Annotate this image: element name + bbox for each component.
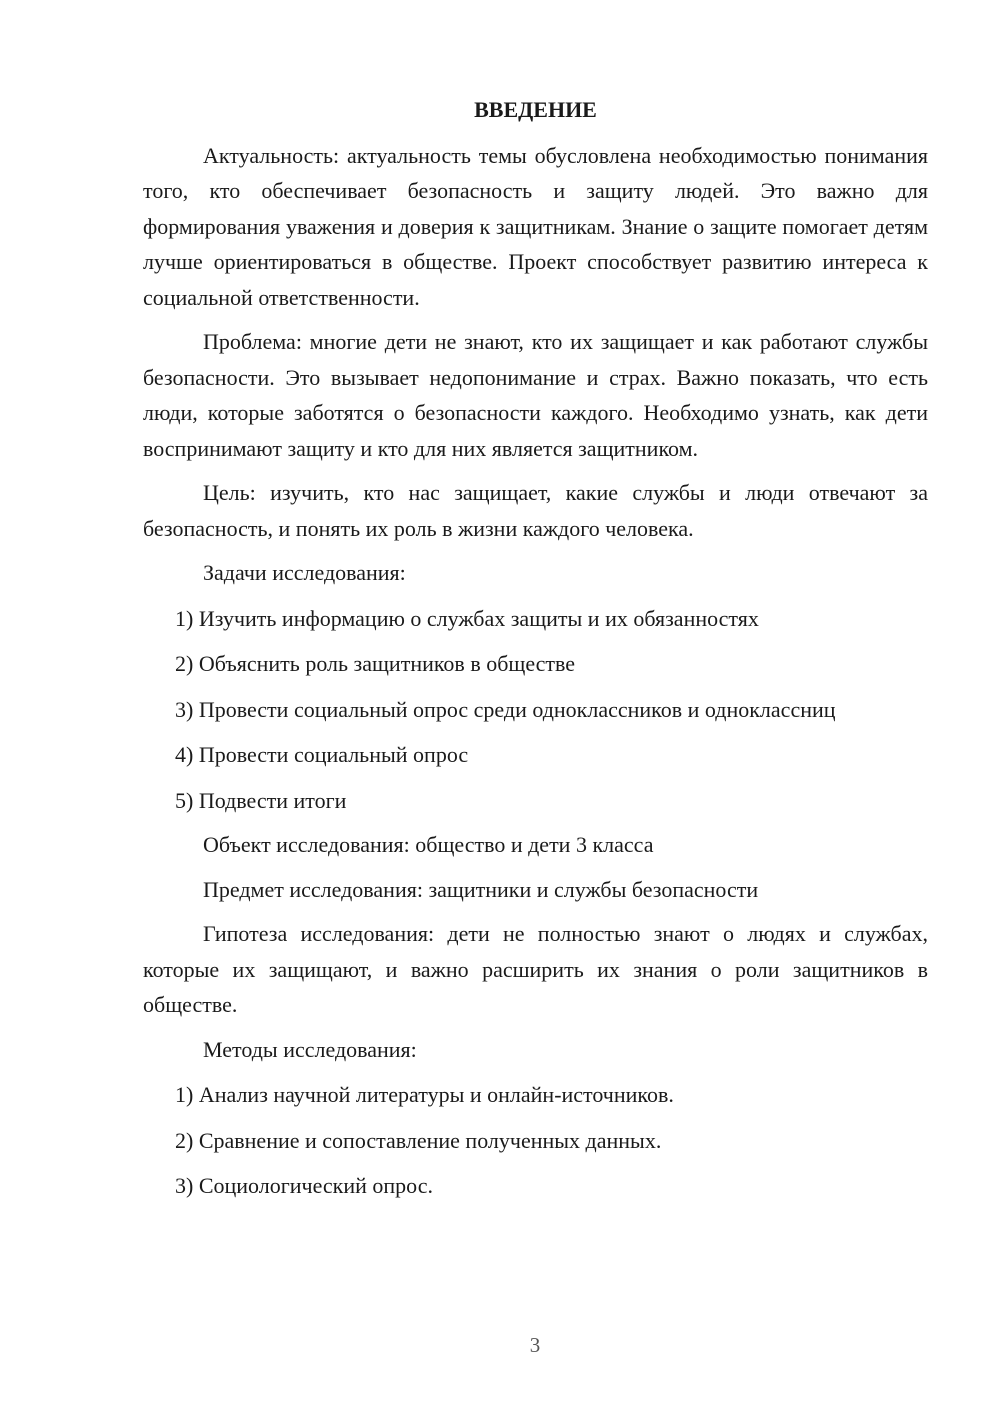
task-item-5: 5) Подвести итоги	[175, 787, 347, 813]
tasks-title: Задачи исследования:	[203, 560, 406, 585]
task-item-4: 4) Провести социальный опрос	[175, 742, 469, 767]
problem-paragraph: Проблема: многие дети не знают, кто их защищает и как работают службы безопасности. Это вызывает недопонимание и страх. Важно показать, что есть люди, которые заботятся о безопасности каждого. Необходимо узнать, как дети воспринимают защиту и кто для них является защитником.	[143, 329, 928, 461]
page-number: 3	[529, 1333, 541, 1357]
hypothesis-paragraph: Гипотеза исследования: дети не полностью знают о людях и службах, которые их защищают, и важно расширить их знания о роли защитников в обществе.	[143, 921, 928, 1017]
goal-paragraph: Цель: изучить, кто нас защищает, какие службы и люди отвечают за безопасность, и понять их роль в жизни каждого человека.	[143, 480, 928, 541]
task-item-2: 2) Объяснить роль защитников в обществе	[175, 651, 576, 676]
method-item-2: 2) Сравнение и сопоставление полученных данных.	[175, 1127, 662, 1153]
page-title: ВВЕДЕНИЕ	[474, 97, 597, 122]
object-paragraph: Объект исследования: общество и дети 3 класса	[203, 832, 654, 857]
relevance-paragraph: Актуальность: актуальность темы обусловлена необходимостью понимания того, кто обеспечивает безопасность и защиту людей. Это важно для формирования уважения и доверия к защитникам. Знание о защите помогает детям лучше ориентироваться в обществе. Проект способствует развитию интереса к социальной ответственности.	[143, 142, 928, 310]
document-page	[143, 92, 928, 1204]
method-item-1: 1) Анализ научной литературы и онлайн-источников.	[175, 1082, 674, 1107]
method-item-3: 3) Социологический опрос.	[175, 1173, 433, 1198]
task-item-1: 1) Изучить информацию о службах защиты и их обязанностях	[175, 605, 759, 631]
methods-title: Методы исследования:	[203, 1036, 417, 1062]
subject-paragraph: Предмет исследования: защитники и службы безопасности	[203, 876, 759, 902]
task-item-3: 3) Провести социальный опрос среди одноклассников и одноклассниц	[175, 696, 836, 722]
